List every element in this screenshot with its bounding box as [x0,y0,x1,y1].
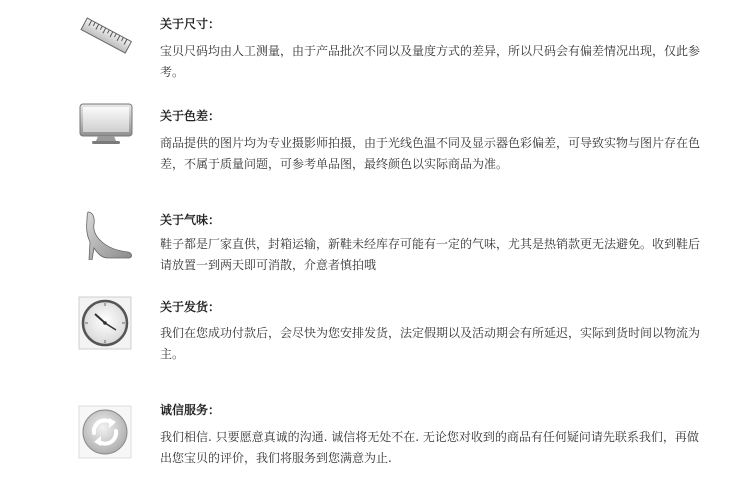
section-title: 诚信服务： [160,403,221,417]
section-body: 我们在您成功付款后，会尽快为您安排发货，法定假期以及活动期会有所延迟，实际到货时间以物流为主。 [160,326,701,361]
high-heel-shoe-icon [78,208,134,264]
section-title: 关于气味： [160,213,221,227]
section-body: 鞋子都是厂家直供，封箱运输，新鞋未经库存可能有一定的气味，尤其是热销款更无法避免。收到鞋后请放置一到两天即可消散，介意者慎拍哦 [160,237,701,272]
section-title: 关于尺寸： [160,17,221,31]
monitor-icon [78,100,134,156]
section-body: 我们相信. 只要愿意真诚的沟通. 诚信将无处不在. 无论您对收到的商品有任何疑问请先联系我们，再做出您宝贝的评价，我们将服务到您满意为止. [160,430,699,465]
section-body: 宝贝尺码均由人工测量，由于产品批次不同以及量度方式的差异，所以尺码会有偏差情况出现，仅此参考。 [160,44,701,79]
section-title: 关于发货： [160,300,221,314]
refresh-arrows-icon [78,405,134,461]
clock-icon [78,296,134,352]
section-title: 关于色差： [160,109,221,123]
ruler-icon [78,14,134,70]
section-body: 商品提供的图片均为专业摄影师拍摄，由于光线色温不同及显示器色彩偏差，可导致实物与图片存在色差，不属于质量问题，可参考单品图，最终颜色以实际商品为准。 [160,136,701,171]
